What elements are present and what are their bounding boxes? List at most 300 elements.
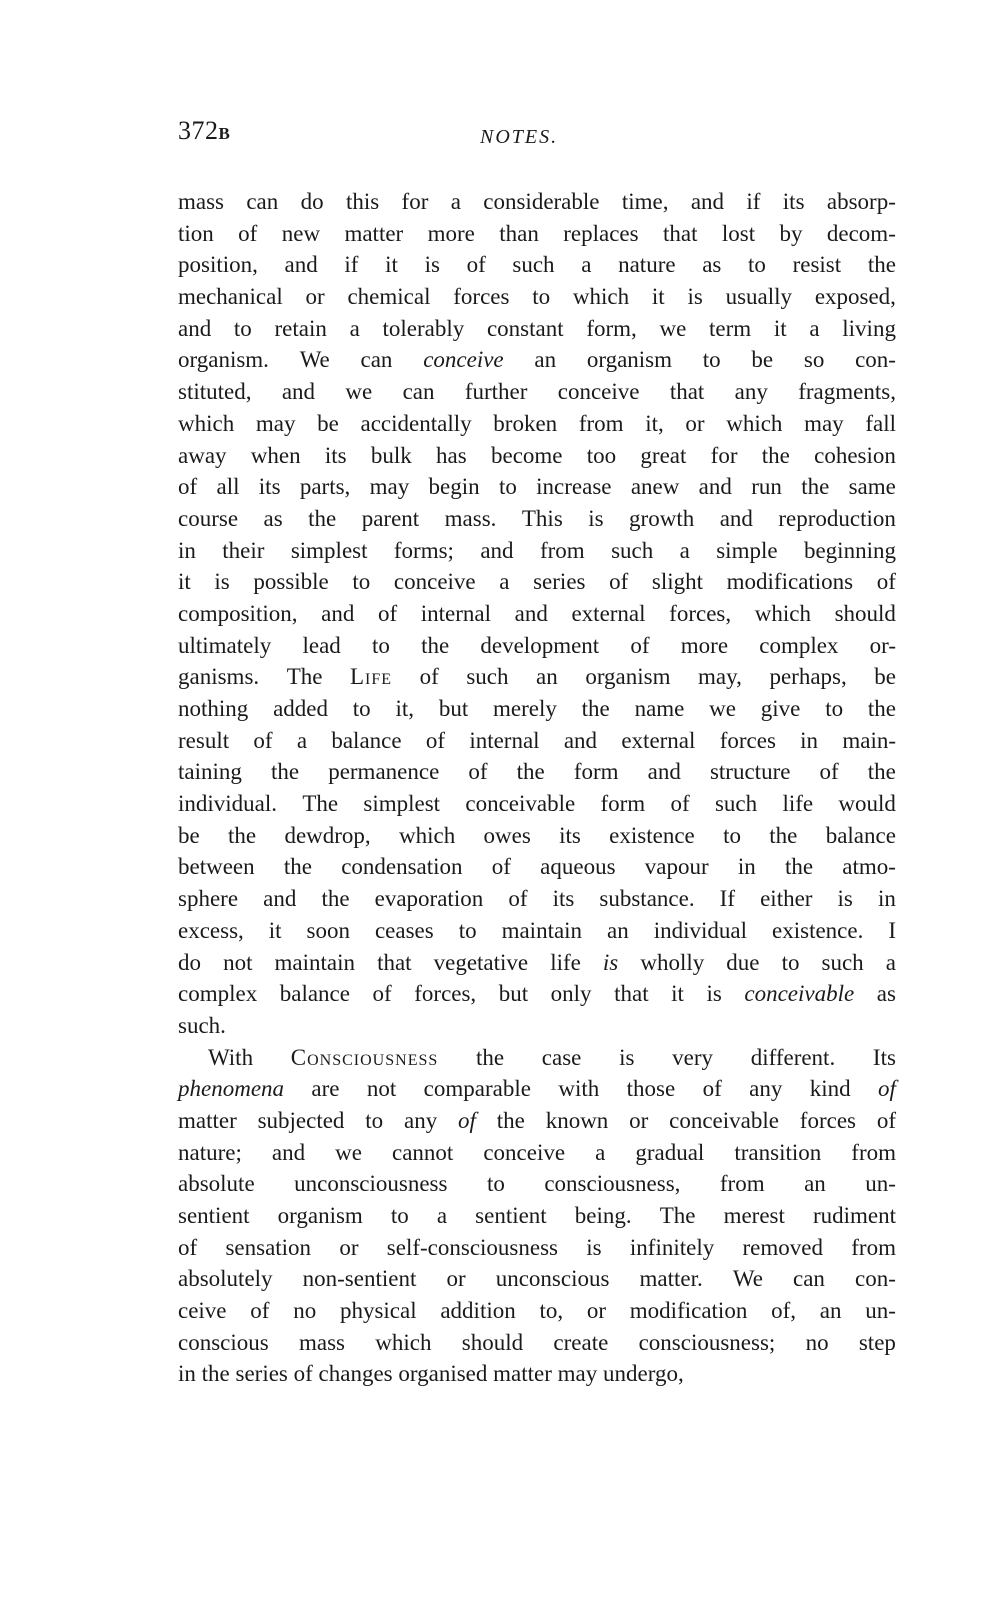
word: create (553, 1329, 609, 1355)
word: of (178, 474, 198, 500)
word: The (302, 791, 339, 817)
word: the (867, 252, 896, 278)
word: is (424, 252, 440, 278)
text-line (178, 851, 896, 883)
word: is (687, 284, 703, 310)
word: nature (618, 252, 676, 278)
word: forms; (393, 537, 454, 563)
word: to (748, 252, 766, 278)
word: cannot (392, 1139, 454, 1165)
word: of (468, 759, 488, 785)
word: can (360, 347, 393, 373)
word: more (427, 220, 475, 246)
word: and (690, 189, 725, 214)
word: any (749, 1076, 783, 1102)
word: individual. (178, 791, 278, 817)
word: the (867, 759, 896, 785)
word: Life (350, 664, 393, 690)
word: become (490, 442, 563, 468)
word: wholly (640, 949, 705, 975)
word: or (446, 1266, 466, 1292)
word: existence. (772, 917, 864, 943)
word: or (685, 410, 705, 436)
text-line (178, 1358, 896, 1390)
word: parent (361, 505, 420, 531)
word: and (647, 759, 681, 785)
word: of (609, 569, 629, 595)
word: in (178, 1361, 196, 1387)
word: do (178, 949, 201, 975)
word: to (352, 696, 371, 721)
word: step (858, 1329, 896, 1355)
word: do (300, 189, 324, 214)
word: a (296, 727, 308, 753)
word: complex (178, 981, 258, 1007)
text-line (178, 1263, 896, 1295)
word: considerable (483, 189, 600, 214)
word: or- (869, 632, 896, 658)
word: from (719, 1171, 765, 1197)
text-line (178, 535, 896, 567)
word: it (178, 569, 191, 595)
word: that (614, 981, 649, 1007)
word: of (425, 727, 446, 753)
word: to (532, 284, 551, 310)
word: merely (493, 696, 557, 721)
word: mass (178, 189, 224, 214)
running-head: NOTES. (480, 126, 559, 148)
word: un- (865, 1171, 896, 1197)
word: to (825, 696, 844, 721)
word: the (769, 822, 798, 848)
word: between (178, 854, 255, 880)
word: modification (629, 1298, 748, 1324)
text-line (178, 249, 896, 281)
text-line (178, 883, 896, 915)
word: sensation (225, 1234, 312, 1260)
word: it (385, 252, 398, 278)
word: internal (420, 600, 491, 626)
word: course (178, 505, 239, 531)
word: of (377, 600, 398, 626)
word: an (534, 347, 557, 373)
word: from (578, 410, 624, 436)
word: I (888, 917, 896, 943)
text-line (178, 376, 896, 408)
word: taining (178, 759, 242, 785)
word: the (228, 822, 257, 848)
word: unconscious (495, 1266, 610, 1292)
word: or (586, 1298, 607, 1324)
word: The (659, 1203, 696, 1228)
word: rudiment (812, 1203, 896, 1228)
word: cohesion (814, 442, 896, 468)
word: absolute (178, 1171, 255, 1197)
word: transition (734, 1139, 822, 1165)
word: and (263, 886, 297, 912)
word: absolutely (178, 1266, 273, 1292)
word: may (804, 410, 844, 436)
word: but (438, 696, 469, 721)
word: should (461, 1329, 524, 1355)
word: away (178, 442, 227, 468)
word: their (222, 537, 265, 563)
word: it (651, 284, 665, 310)
text-line (178, 471, 896, 503)
word: not (366, 1076, 397, 1102)
word: a (450, 189, 461, 214)
text-line (178, 503, 896, 535)
word: gradual (635, 1139, 705, 1165)
word: of (250, 1298, 270, 1324)
word: of (508, 886, 528, 912)
word: tolerably (382, 315, 465, 341)
word: life (550, 949, 581, 975)
word: dewdrop, (284, 822, 371, 848)
word: internal (469, 727, 540, 753)
word: the (475, 1044, 505, 1070)
word: organism (277, 1203, 363, 1228)
word: term (709, 315, 752, 341)
page-number-suffix: B (218, 124, 231, 143)
word: and (321, 600, 355, 626)
word: growth (629, 505, 695, 531)
word: soon (306, 917, 350, 943)
word: of (491, 854, 511, 880)
word: is (586, 1234, 602, 1260)
word: consciousness, (544, 1171, 681, 1197)
word: that (669, 379, 705, 405)
word: any (734, 379, 768, 405)
word: organism (585, 664, 671, 690)
word: ultimately (178, 632, 272, 658)
word: in (737, 854, 756, 880)
word: known (545, 1107, 609, 1133)
word: in (877, 886, 896, 912)
word: of (876, 569, 896, 595)
word: we (709, 696, 736, 721)
word: the (283, 854, 312, 880)
word: its (559, 822, 581, 848)
word: lead (302, 632, 341, 658)
word: of (878, 1076, 896, 1102)
word: un- (865, 1298, 896, 1324)
text-line (178, 440, 896, 472)
word: the (321, 886, 350, 912)
word: its (258, 474, 281, 500)
word: all (216, 474, 240, 500)
page-number (178, 116, 231, 146)
word: of (670, 791, 690, 817)
word: so (803, 347, 825, 373)
text-line (178, 788, 896, 820)
word: unconsciousness (294, 1171, 448, 1197)
word: begin (428, 474, 480, 500)
word: We (732, 1266, 763, 1292)
word: perhaps, (769, 664, 847, 690)
word: either (760, 886, 813, 912)
word: nothing (178, 696, 249, 721)
word: result (178, 727, 230, 753)
word: removed (742, 1234, 823, 1260)
word: form (600, 791, 646, 817)
word: substance. (599, 886, 695, 912)
word: any (403, 1107, 438, 1133)
word: are (311, 1076, 340, 1102)
word: is (706, 981, 722, 1007)
word: to (498, 474, 517, 500)
word: may, (698, 664, 742, 690)
word: be (317, 410, 339, 436)
word: which (572, 284, 630, 310)
word: which (754, 600, 811, 626)
word: to (371, 632, 390, 658)
word: of (466, 252, 486, 278)
word: by (779, 220, 803, 246)
word: If (719, 886, 735, 912)
word: which (178, 410, 235, 436)
text-line (178, 693, 896, 725)
word: the (867, 696, 896, 721)
text-line (178, 1042, 896, 1074)
word: no (805, 1329, 829, 1355)
word: to (702, 347, 721, 373)
word: of (630, 632, 650, 658)
word: composition, (178, 600, 298, 626)
text-line (178, 756, 896, 788)
word: great (640, 442, 687, 468)
word: broken (493, 410, 558, 436)
word: to (233, 315, 252, 341)
word: vegetative (433, 949, 529, 975)
word: lost (721, 220, 756, 246)
word: to (781, 949, 800, 975)
word: be (178, 822, 200, 848)
word: that (662, 220, 698, 246)
word: an (804, 1171, 826, 1197)
text-line (178, 725, 896, 757)
word: is (602, 949, 619, 975)
word: the (801, 474, 830, 500)
word: run (751, 474, 782, 500)
word: vapour (644, 854, 709, 880)
word: of (238, 220, 258, 246)
text-line (178, 661, 896, 693)
word: we (335, 1139, 362, 1165)
word: matter (493, 1361, 552, 1387)
word: is (214, 569, 230, 595)
text-line (178, 566, 896, 598)
word: simplest (290, 537, 368, 563)
word: when (250, 442, 301, 468)
word: a (499, 569, 510, 595)
word: from (851, 1234, 896, 1260)
text-line (178, 313, 896, 345)
word: and (271, 1139, 306, 1165)
word: ganisms. (178, 664, 260, 690)
word: its (782, 189, 805, 214)
word: of (819, 759, 839, 785)
word: possible (253, 569, 329, 595)
word: The (286, 664, 323, 690)
word: fragments, (798, 379, 896, 405)
word: fall (865, 410, 896, 436)
word: organism (586, 347, 673, 373)
word: forces (453, 284, 510, 310)
word: conceive (423, 347, 504, 373)
word: mass. (444, 505, 497, 531)
word: which (726, 410, 783, 436)
word: usually (725, 284, 793, 310)
word: forces (719, 727, 776, 753)
word: addition (440, 1298, 516, 1324)
word: external (571, 600, 646, 626)
word: forces, (414, 981, 477, 1007)
word: may (255, 410, 296, 436)
word: but (498, 981, 529, 1007)
word: being. (574, 1203, 632, 1228)
word: or (629, 1107, 649, 1133)
word: give (760, 696, 801, 721)
word: conceive (483, 1139, 566, 1165)
text-line (178, 598, 896, 630)
word: infinitely (629, 1234, 715, 1260)
word: a (679, 537, 690, 563)
word: with (558, 1076, 600, 1102)
word: and (480, 537, 514, 563)
word: or (305, 284, 325, 310)
word: it, (645, 410, 664, 436)
word: as (702, 252, 722, 278)
word: a (595, 1139, 606, 1165)
word: forces, (669, 600, 732, 626)
word: be (751, 347, 774, 373)
word: conceive (557, 379, 640, 405)
word: a (436, 1203, 448, 1228)
word: mechanical (178, 284, 283, 310)
word: a (581, 252, 592, 278)
text-line (178, 630, 896, 662)
word: can (246, 189, 279, 214)
word: position, (178, 252, 258, 278)
word: balance (331, 727, 402, 753)
word: of, (771, 1298, 796, 1324)
text-line (178, 281, 896, 313)
word: mass (299, 1329, 345, 1355)
word: which (375, 1329, 432, 1355)
word: We (299, 347, 330, 373)
word: as (876, 981, 896, 1007)
word: to (458, 917, 477, 943)
word: such (512, 252, 555, 278)
word: maintain (501, 917, 583, 943)
word: matter (344, 220, 404, 246)
word: ceases (374, 917, 434, 943)
word: individual (653, 917, 748, 943)
word: existence (609, 822, 695, 848)
word: forces (799, 1107, 856, 1133)
word: can (793, 1266, 825, 1292)
word: may (557, 1361, 598, 1387)
word: for (710, 442, 738, 468)
word: it (268, 917, 282, 943)
text-line (178, 1105, 896, 1137)
word: changes (318, 1361, 393, 1387)
word: an (536, 664, 558, 690)
word: not (223, 949, 253, 975)
text-line (178, 1327, 896, 1359)
text-line (178, 1232, 896, 1264)
word: a (809, 315, 820, 341)
word: beginning (803, 537, 896, 563)
word: to (486, 1171, 505, 1197)
word: the (581, 696, 610, 721)
word: sentient (178, 1203, 250, 1228)
word: of (419, 664, 439, 690)
word: to (723, 822, 741, 848)
word: may (369, 474, 410, 500)
word: balance (279, 981, 350, 1007)
word: if (344, 252, 359, 278)
word: its (552, 886, 575, 912)
word: and (178, 315, 212, 341)
word: only (550, 981, 592, 1007)
word: the (761, 442, 790, 468)
word: organism. (178, 347, 269, 373)
word: form (573, 759, 619, 785)
word: be (874, 664, 896, 690)
word: such (714, 791, 758, 817)
word: should (834, 600, 896, 626)
word: balance (825, 822, 896, 848)
word: such (466, 664, 509, 690)
word: non-sentient (302, 1266, 417, 1292)
word: such. (178, 1012, 226, 1038)
word: tion (178, 220, 214, 246)
word: merest (723, 1203, 785, 1228)
word: conscious (178, 1329, 269, 1355)
word: of (458, 1107, 476, 1133)
word: complex (759, 632, 839, 658)
word: external (621, 727, 696, 753)
word: main- (842, 727, 896, 753)
page-number-digits: 372 (178, 116, 219, 145)
word: to, (539, 1298, 564, 1324)
word: would (838, 791, 896, 817)
word: time, (621, 189, 669, 214)
word: of (293, 1361, 313, 1387)
word: due (726, 949, 760, 975)
word: nature; (178, 1139, 242, 1165)
word: retain (274, 315, 327, 341)
word: such (611, 537, 654, 563)
word: its (324, 442, 347, 468)
text-line (178, 1200, 896, 1232)
word: can (402, 379, 435, 405)
word: absorp- (826, 189, 896, 214)
word: new (281, 220, 321, 246)
word: to (365, 1107, 384, 1133)
word: which (399, 822, 456, 848)
word: modifications (726, 569, 854, 595)
word: to (390, 1203, 409, 1228)
word: an (607, 917, 629, 943)
word: condensation (341, 854, 463, 880)
word: than (499, 220, 539, 246)
body-text (178, 186, 896, 1390)
word: con- (855, 347, 896, 373)
word: series (235, 1361, 288, 1387)
